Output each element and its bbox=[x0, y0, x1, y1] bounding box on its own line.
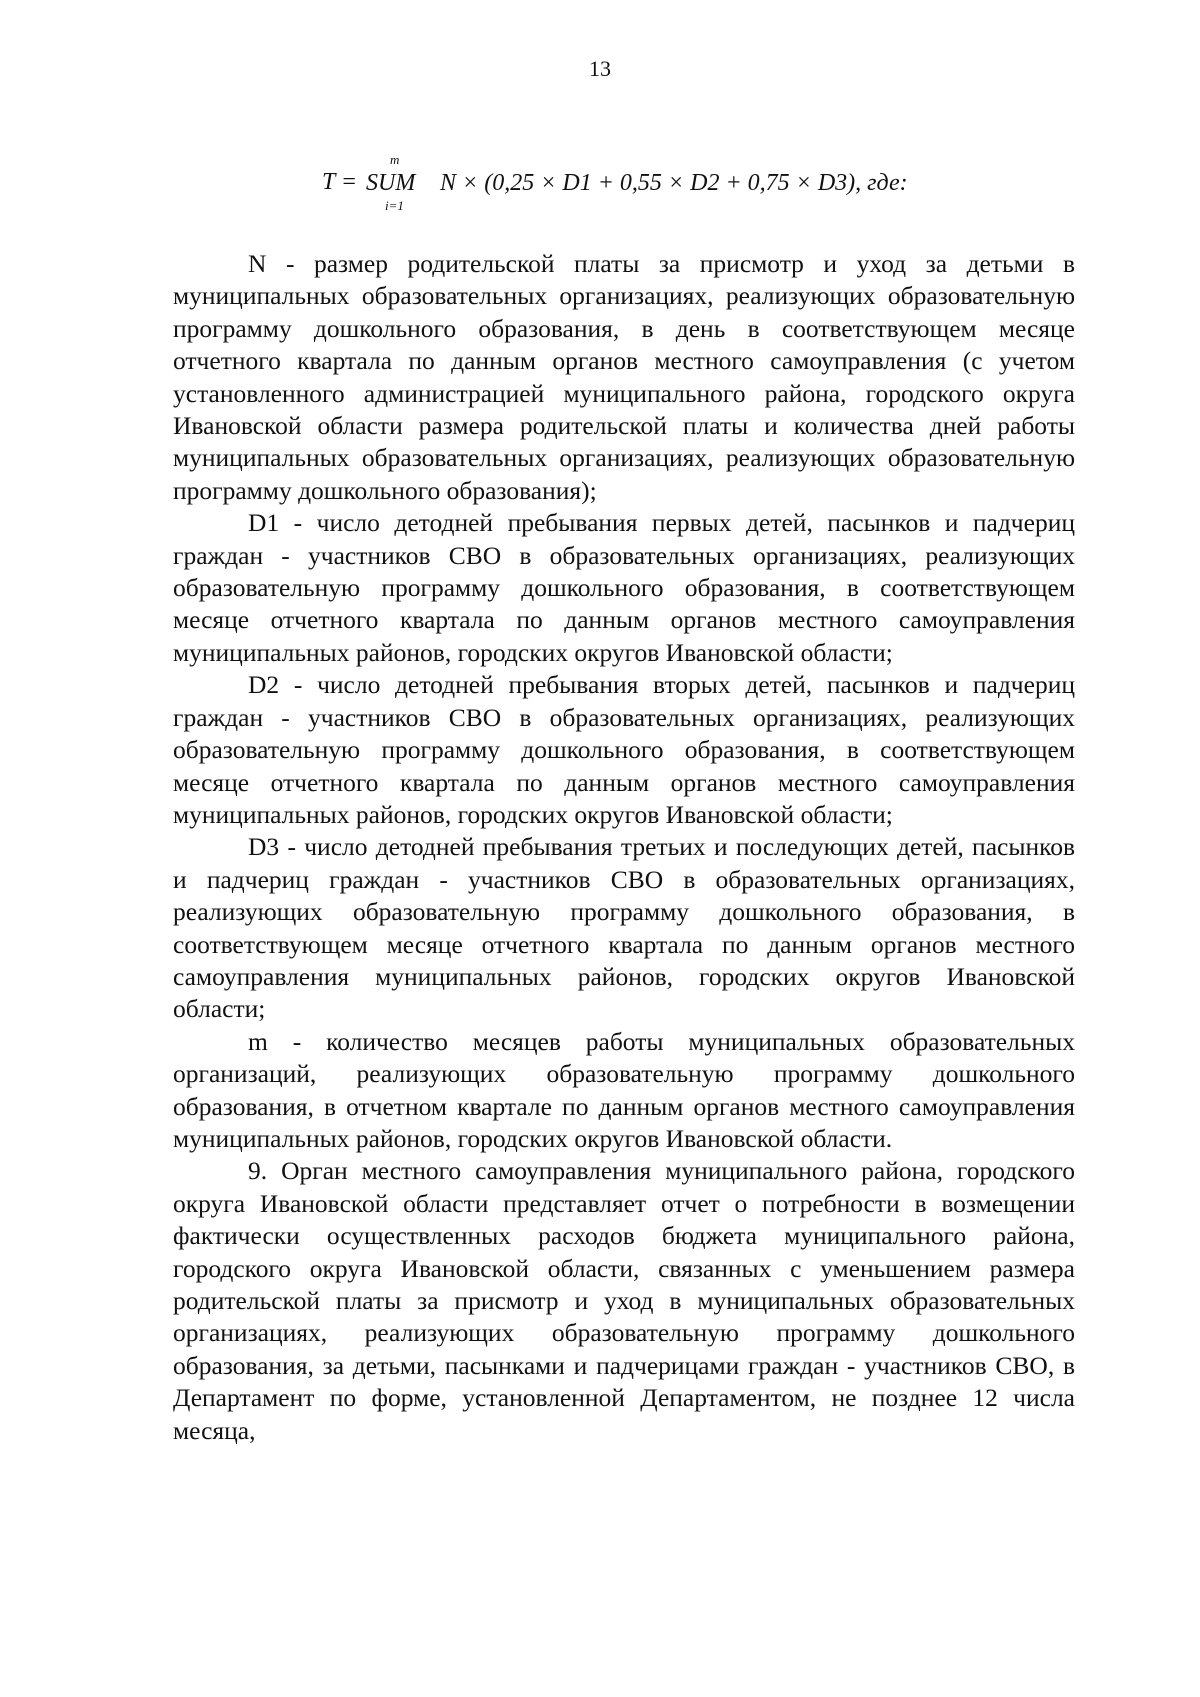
formula-lhs: T = bbox=[322, 169, 358, 195]
formula-sum-upper-limit: m bbox=[390, 152, 400, 167]
paragraph-n-definition: N - размер родительской платы за присмотр и уход за детьми в муниципальных образовательных организациях, реализующих образовательную программу дошкольного образования, в день в соответствующем месяце отчетного квартала по данным органов местного самоуправления (с учетом установленного администрацией муниципального района, городского округа Ивановской области размера родительской платы и количества дней работы муниципальных образовательных организациях, реализующих образовательную программу дошкольного образования); bbox=[173, 249, 1075, 505]
paragraph-clause-9: 9. Орган местного самоуправления муниципального района, городского округа Ивановской области представляет отчет о потребности в возмещении фактически осуществленных расходов бюджета муниципального района, городского округа Ивановской области, связанных с уменьшением размера родительской платы за присмотр и уход в муниципальных образовательных организациях, реализующих образовательную программу дошкольного образования, за детьми, пасынками и падчерицами граждан - участников СВО, в Департамент по форме, установленной Департаментом, не позднее 12 числа месяца, bbox=[173, 1156, 1075, 1445]
paragraph-d1-definition: D1 - число детодней пребывания первых детей, пасынков и падчериц граждан - участников СВО в образовательных организациях, реализующих образовательную программу дошкольного образования, в соответствующем месяце отчетного квартала по данным органов местного самоуправления муниципальных районов, городских округов Ивановской области; bbox=[173, 508, 1075, 667]
formula-sum-lower-limit: i=1 bbox=[385, 198, 404, 213]
formula-sum-operator bbox=[366, 153, 436, 213]
paragraph-d2-definition: D2 - число детодней пребывания вторых детей, пасынков и падчериц граждан - участников СВО в образовательных организациях, реализующих образовательную программу дошкольного образования, в соответствующем месяце отчетного квартала по данным органов местного самоуправления муниципальных районов, городских округов Ивановской области; bbox=[173, 670, 1075, 829]
formula-rhs: N × (0,25 × D1 + 0,55 × D2 + 0,75 × D3), где: bbox=[440, 170, 908, 196]
formula-sum-symbol: SUM bbox=[366, 170, 416, 196]
document-body bbox=[173, 248, 1075, 1447]
paragraph-d3-definition: D3 - число детодней пребывания третьих и последующих детей, пасынков и падчериц граждан - участников СВО в образовательных организациях, реализующих образовательную программу дошкольного образования, в соответствующем месяце отчетного квартала по данным органов местного самоуправления муниципальных районов, городских округов Ивановской области; bbox=[173, 832, 1075, 1024]
paragraph-m-definition: m - количество месяцев работы муниципальных образовательных организаций, реализующих образовательную программу дошкольного образования, в отчетном квартале по данным органов местного самоуправления муниципальных районов, городских округов Ивановской области. bbox=[173, 1026, 1075, 1153]
page-number: 13 bbox=[589, 56, 611, 81]
